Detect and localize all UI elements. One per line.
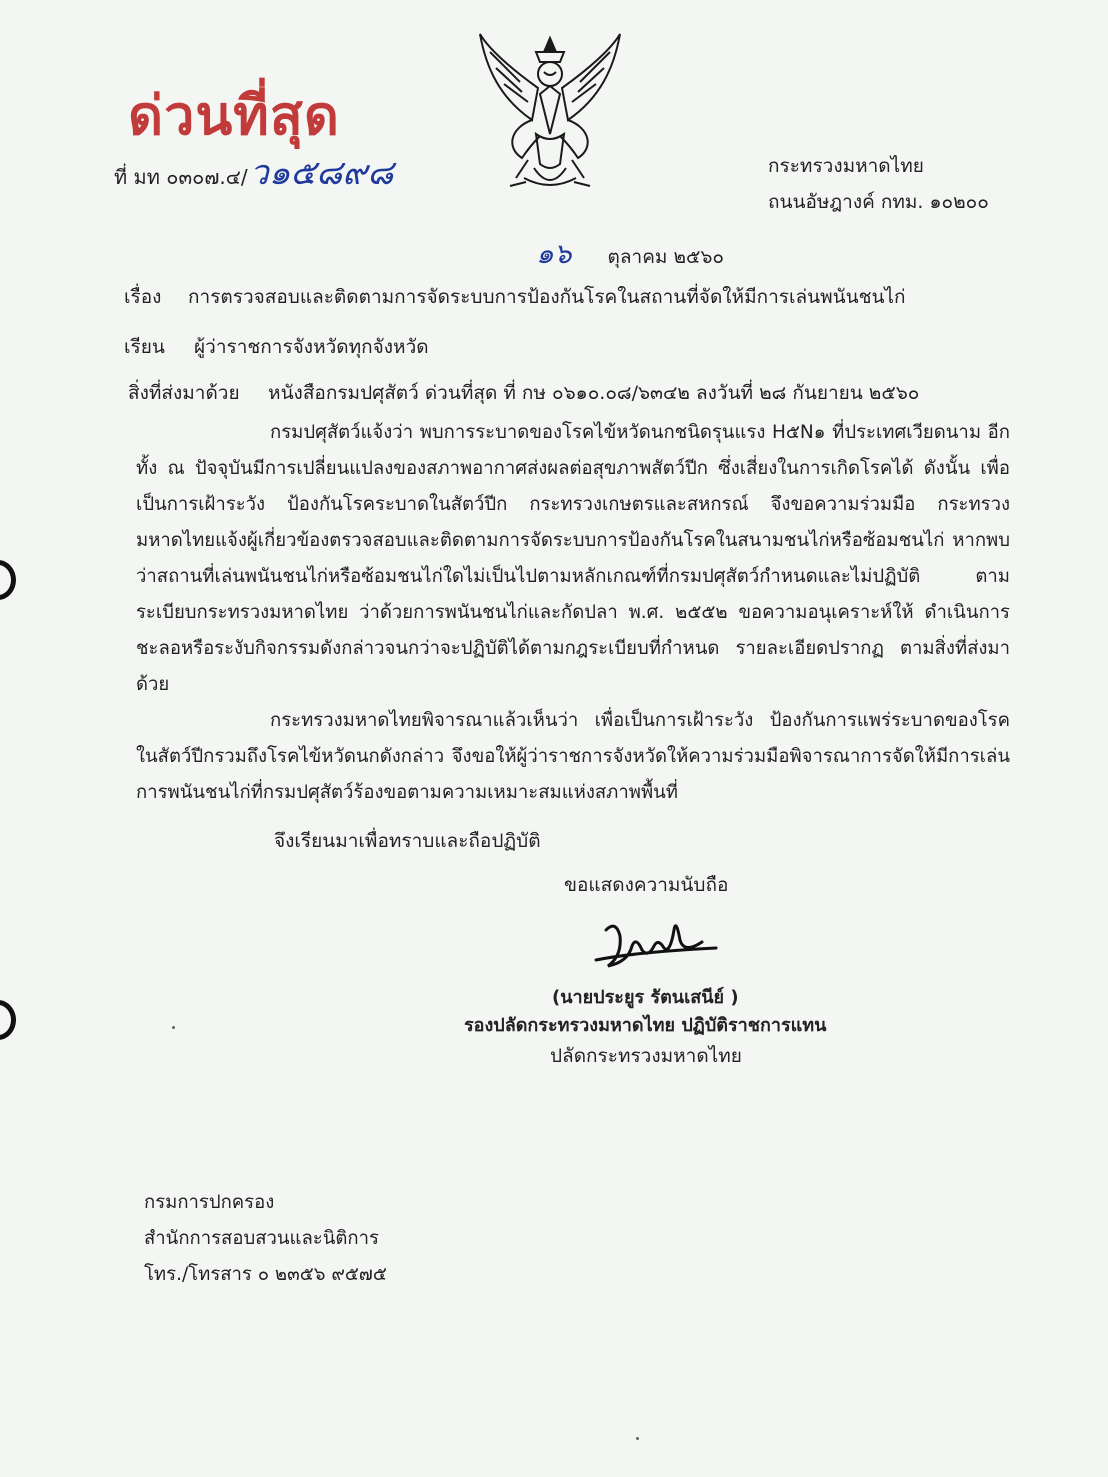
closing-request: จึงเรียนมาเพื่อทราบและถือปฏิบัติ bbox=[274, 830, 541, 852]
contact-phone-fax: โทร./โทรสาร ๐ ๒๓๕๖ ๙๕๗๕ bbox=[144, 1264, 387, 1285]
date-month-year: ตุลาคม ๒๕๖๐ bbox=[607, 246, 725, 268]
issuing-department: กรมการปกครอง bbox=[144, 1192, 275, 1213]
document-number bbox=[114, 145, 393, 199]
hole-punch-mark bbox=[0, 1000, 16, 1040]
subject-line bbox=[124, 282, 906, 312]
complimentary-close: ขอแสดงความนับถือ bbox=[564, 874, 729, 896]
urgency-stamp: ด่วนที่สุด bbox=[128, 83, 340, 147]
signatory-name: (นายประยูร รัตนเสนีย์ ) bbox=[552, 987, 739, 1008]
ministry-name: กระทรวงมหาดไทย bbox=[768, 155, 924, 177]
document-number-handwritten: ว๑๕๘๙๘ bbox=[249, 153, 394, 193]
enclosure-text: หนังสือกรมปศุสัตว์ ด่วนที่สุด ที่ กษ ๐๖๑๐.๐๘/๖๓๔๒ ลงวันที่ ๒๘ กันยายน ๒๕๖๐ bbox=[268, 382, 920, 404]
paragraph-1-text: กรมปศุสัตว์แจ้งว่า พบการระบาดของโรคไข้หวัดนกชนิดรุนแรง H๕N๑ ที่ประเทศเวียดนาม อีกทั้ง ณ ปัจจุบันมีการเปลี่ยนแปลงของสภาพอากาศส่งผลต่อสุขภาพสัตว์ปีก ซึ่งเสี่ยงในการเกิดโรคได้ ดังนั้น เพื่อเป็นการเฝ้าระวัง ป้องกันโรคระบาดในสัตว์ปีก กระทรวงเกษตรและสหกรณ์ จึงขอความร่วมมือ กระทรวงมหาดไทยแจ้งผู้เกี่ยวข้องตรวจสอบและติดตามการจัดระบบการป้องกันโรคในสนามชนไก่หรือซ้อมชนไก่ หากพบว่าสถานที่เล่นพนันชนไก่หรือซ้อมชนไก่ใดไม่เป็นไปตามหลักเกณฑ์ที่กรมปศุสัตว์กำหนดและไม่ปฏิบัติ ตามระเบียบกระทรวงมหาดไทย ว่าด้วยการพนันชนไก่และกัดปลา พ.ศ. ๒๕๕๒ ขอความอนุเคราะห์ให้ ดำเนินการชะลอหรือระงับกิจกรรมดังกล่าวจนกว่าจะปฏิบัติได้ตามกฎระเบียบที่กำหนด รายละเอียดปรากฏ ตามสิ่งที่ส่งมาด้วย bbox=[136, 422, 1010, 695]
body-paragraph-1 bbox=[136, 415, 1010, 703]
body-paragraph-2 bbox=[136, 703, 1010, 811]
issuing-office: สำนักการสอบสวนและนิติการ bbox=[144, 1228, 379, 1249]
subject-text: การตรวจสอบและติดตามการจัดระบบการป้องกันโรคในสถานที่จัดให้มีการเล่นพนันชนไก่ bbox=[188, 286, 906, 308]
salutation-label: เรียน bbox=[124, 336, 165, 358]
handwritten-signature bbox=[592, 900, 722, 978]
ministry-address: ถนนอัษฎางค์ กทม. ๑๐๒๐๐ bbox=[768, 191, 989, 213]
hole-punch-mark bbox=[0, 560, 16, 600]
garuda-emblem bbox=[470, 28, 630, 198]
ministry-address-block bbox=[768, 148, 989, 220]
enclosure-label: สิ่งที่ส่งมาด้วย bbox=[128, 382, 240, 404]
issuing-office-block bbox=[144, 1185, 387, 1293]
salutation-line bbox=[124, 332, 429, 362]
paper-speck bbox=[172, 1026, 175, 1029]
document-number-prefix: ที่ มท ๐๓๐๗.๔/ bbox=[114, 165, 248, 189]
subject-label: เรื่อง bbox=[124, 286, 162, 308]
salutation-text: ผู้ว่าราชการจังหวัดทุกจังหวัด bbox=[194, 336, 429, 358]
signatory-position: รองปลัดกระทรวงมหาดไทย ปฏิบัติราชการแทน bbox=[464, 1015, 827, 1036]
paragraph-2-text: กระทรวงมหาดไทยพิจารณาแล้วเห็นว่า เพื่อเป็นการเฝ้าระวัง ป้องกันการแพร่ระบาดของโรค ในสัตว์ปีกรวมถึงโรคไข้หวัดนกดังกล่าว จึงขอให้ผู้ว่าราชการจังหวัดให้ความร่วมมือพิจารณาการจัดให้มีการเล่น การพนันชนไก่ที่กรมปศุสัตว์ร้องขอตามความเหมาะสมแห่งสภาพพื้นที่ bbox=[136, 710, 1010, 803]
enclosure-line bbox=[128, 378, 919, 408]
paper-speck bbox=[636, 1437, 639, 1440]
date-day-handwritten: ๑๖ bbox=[536, 237, 572, 270]
document-date bbox=[536, 232, 724, 276]
signatory-on-behalf: ปลัดกระทรวงมหาดไทย bbox=[550, 1045, 742, 1067]
